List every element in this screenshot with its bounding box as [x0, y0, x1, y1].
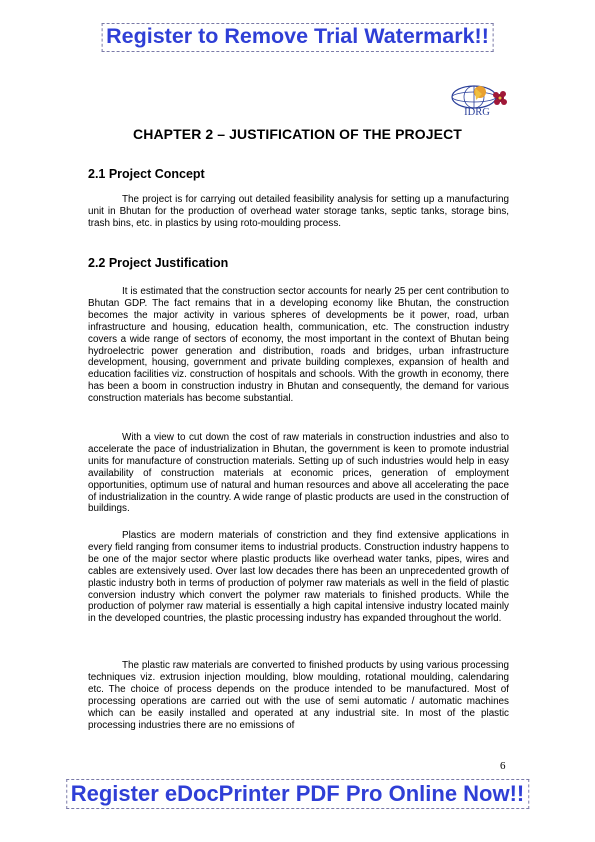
paragraph-justification-1: It is estimated that the construction sector accounts for nearly 25 per cent contribution to Bhutan GDP. The fact remains that in a developing economy like Bhutan, the construction becomes the major activity in various spheres of developments be it power, road, urban infrastructure and housing, education health, communication, etc. The construction industry covers a wide range of sectors of economy, the most important in the context of Bhutan being hydroelectric power generation and distribution, roads and bridges, urban infrastructure development, housing, government and private building complexes, expansion of health and education facilities viz. construction of hospitals and schools. With the growth in economy, there has been a boom in construction industry in Bhutan and consequently, the demand for various construction materials has become substantial. [88, 286, 509, 405]
section-heading-project-concept: 2.1 Project Concept [88, 167, 205, 181]
section-heading-project-justification: 2.2 Project Justification [88, 256, 229, 270]
page-number: 6 [500, 760, 506, 772]
watermark-bottom-banner: Register eDocPrinter PDF Pro Online Now!! [66, 779, 530, 809]
watermark-top-banner: Register to Remove Trial Watermark!! [101, 23, 494, 52]
paragraph-justification-3: Plastics are modern materials of constriction and they find extensive applications in every field ranging from consumer items to industrial products. Construction industry happens to be one of the major sector where plastic products like overhead water tanks, pipes, wires and cables are extensively used. Over last low decades there has been an unprecedented growth of plastic industry both in terms of production of polymer raw materials as well in the field of plastic conversion industry which convert the polymer raw materials to finished products. While the production of polymer raw material is essentially a high capital intensive industry located mainly in the developed countries, the plastic processing industry has expanded throughout the world. [88, 530, 509, 625]
chapter-title: CHAPTER 2 – JUSTIFICATION OF THE PROJECT [133, 126, 462, 142]
logo-label: IDRG [464, 107, 490, 118]
paragraph-justification-4: The plastic raw materials are converted to finished products by using various processing techniques viz. extrusion injection moulding, blow moulding, rotational moulding, calendaring etc. The choice of process depends on the produce intended to be manufactured. Most of processing operations are carried out with the use of semi automatic / automatic machines which can be easily installed and operated at any industrial site. In most of the plastic processing industries there are no emissions of [88, 660, 509, 731]
paragraph-justification-2: With a view to cut down the cost of raw materials in construction industries and also to accelerate the pace of industrialization in Bhutan, the government is keen to promote industrial units for manufacture of construction materials. Setting up of such industries would help in easy availability of construction materials at economic prices, generation of employment opportunities, optimum use of natural and human resources and above all accelerating the pace of industrialization in the country. A wide range of plastic products are used in the construction of buildings. [88, 432, 509, 515]
paragraph-project-concept: The project is for carrying out detailed feasibility analysis for setting up a manufacturing unit in Bhutan for the production of overhead water storage tanks, septic tanks, storage bins, trash bins, etc. in plastics by using roto-moulding process. [88, 194, 509, 229]
